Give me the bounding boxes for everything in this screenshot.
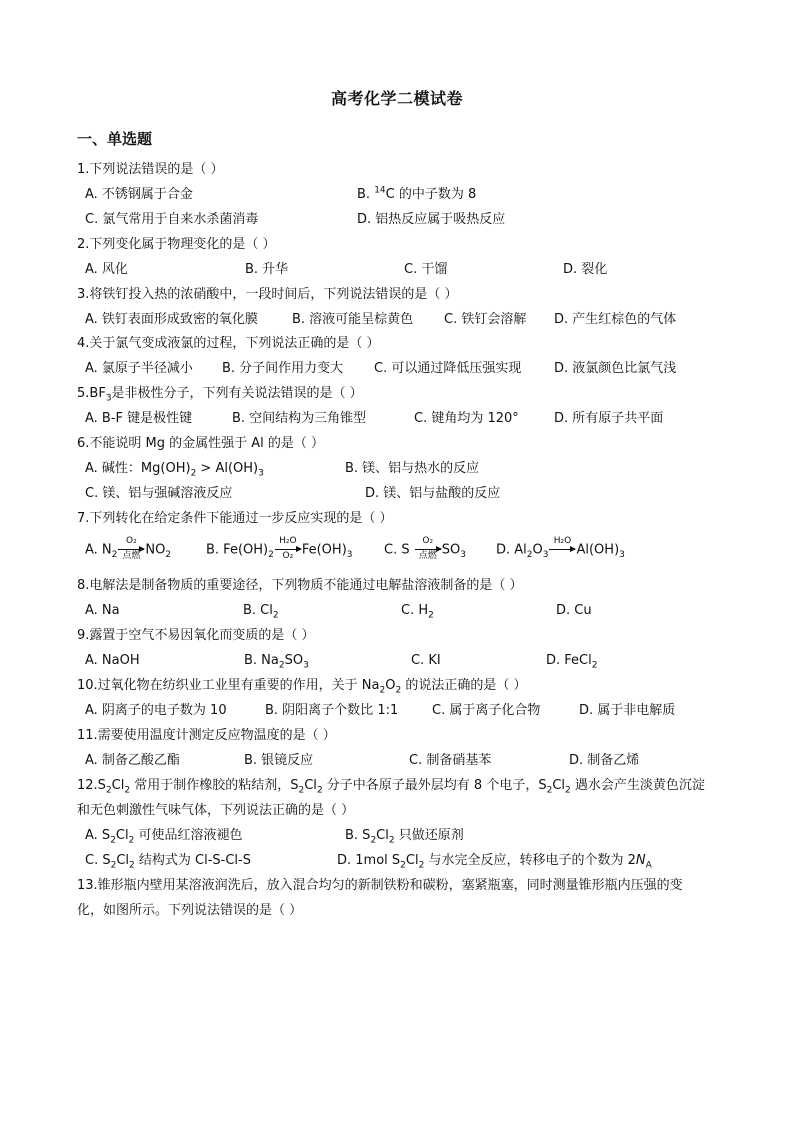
subscript: 2 <box>379 685 386 696</box>
question-8-option-a[interactable]: A. Na <box>85 603 120 618</box>
arrow-condition-top: O₂ <box>422 536 434 546</box>
subscript: 2 <box>110 860 117 871</box>
product: SO <box>441 542 461 558</box>
subscript: 2 <box>418 860 425 871</box>
product: Fe(OH) <box>301 542 347 558</box>
option-text-part: Cl <box>115 828 129 843</box>
subscript: 2 <box>370 835 377 846</box>
question-4-option-d[interactable]: D. 液氯颜色比氯气浅 <box>554 361 677 376</box>
question-2-option-c[interactable]: C. 干馏 <box>404 262 448 277</box>
reactant: A. N <box>85 542 112 558</box>
subscript: 3 <box>542 550 549 561</box>
question-12-option-c[interactable] <box>85 851 251 871</box>
subscript: 3 <box>460 550 466 561</box>
question-1-option-a[interactable]: A. 不锈钢属于合金 <box>85 187 193 202</box>
option-text-part: Cl <box>405 853 419 868</box>
question-8-stem: 8.电解法是制备物质的重要途径，下列物质不能通过电解盐溶液制备的是（ ） <box>77 578 523 593</box>
question-3-option-c[interactable]: C. 铁钉会溶解 <box>444 312 527 327</box>
option-text-part: 与水完全反应，转移电子的个数为 2 <box>424 853 636 868</box>
stem-formula-part: O <box>385 678 396 693</box>
subscript: 2 <box>388 835 395 846</box>
question-4-option-b[interactable]: B. 分子间作用力变大 <box>222 361 344 376</box>
question-2-option-a[interactable]: A. 风化 <box>85 262 128 277</box>
question-6-stem: 6.不能说明 Mg 的金属性强于 Al 的是（ ） <box>77 436 325 451</box>
question-2-option-d[interactable]: D. 裂化 <box>563 262 608 277</box>
question-6-option-a[interactable] <box>85 459 264 479</box>
subscript: 2 <box>165 550 172 561</box>
question-8-option-b[interactable] <box>243 601 279 621</box>
question-3-option-d[interactable]: D. 产生红棕色的气体 <box>554 312 677 327</box>
subscript: 2 <box>111 550 118 561</box>
subscript: 3 <box>619 550 625 561</box>
question-6-option-d[interactable]: D. 镁、铝与盐酸的反应 <box>365 486 501 501</box>
subscript: 3 <box>105 393 112 404</box>
option-a-text: > Al(OH) <box>196 461 259 476</box>
arrow-condition-bottom: 点燃 <box>418 551 437 561</box>
question-10-option-c[interactable]: C. 属于离子化合物 <box>432 703 541 718</box>
subscript: 2 <box>400 860 406 871</box>
question-6-option-b[interactable]: B. 镁、铝与热水的反应 <box>345 461 480 476</box>
stem-part: 遇水会产生淡黄色沉淀 <box>570 778 705 793</box>
question-5-option-d[interactable]: D. 所有原子共平面 <box>554 411 664 426</box>
arrow-condition-bottom: 点燃 <box>122 551 141 561</box>
question-6-option-c[interactable]: C. 镁、铝与强碱溶液反应 <box>85 486 233 501</box>
subscript: 2 <box>526 550 533 561</box>
question-13-stem: 13.锥形瓶内壁用某溶液润洗后，放入混合均匀的新制铁粉和碳粉，塞紧瓶塞，同时测量锥形瓶内压强的变 <box>77 878 683 893</box>
question-7-option-d[interactable] <box>496 536 625 561</box>
subscript: 2 <box>190 468 197 479</box>
question-2-stem: 2.下列变化属于物理变化的是（ ） <box>77 237 276 252</box>
question-11-option-a[interactable]: A. 制备乙酸乙酯 <box>85 753 180 768</box>
question-12-stem <box>77 776 705 796</box>
subscript: 3 <box>303 660 309 671</box>
subscript: 2 <box>268 550 274 561</box>
option-b-text: C 的中子数为 8 <box>385 187 477 202</box>
option-text: A. S <box>85 828 111 843</box>
subscript: 2 <box>105 785 112 796</box>
stem-part: Cl <box>552 778 566 793</box>
stem-part: Cl <box>111 778 125 793</box>
option-text: C. S <box>85 853 111 868</box>
subscript: 2 <box>316 785 323 796</box>
subscript: 2 <box>546 785 553 796</box>
reaction-arrow-icon <box>118 536 144 561</box>
question-9-option-d[interactable] <box>546 651 597 671</box>
stem-part: 常用于制作橡胶的粘结剂，S <box>130 778 299 793</box>
reactant-part: O <box>532 542 543 558</box>
arrow-condition-top: H₂O <box>553 536 572 546</box>
question-2-option-b[interactable]: B. 升华 <box>245 262 289 277</box>
arrow-condition-bottom: O₂ <box>282 551 294 561</box>
option-text: D. 1mol S <box>337 853 401 868</box>
option-text: B. S <box>345 828 371 843</box>
option-text: C. H <box>401 603 429 618</box>
subscript: 2 <box>298 785 305 796</box>
stem-text: 是非极性分子，下列有关说法错误的是（ ） <box>111 386 363 401</box>
question-9-option-a[interactable]: A. NaOH <box>85 653 140 668</box>
question-8-option-c[interactable] <box>401 601 434 621</box>
question-1-option-b[interactable] <box>357 185 476 205</box>
question-3-stem: 3.将铁钉投入热的浓硝酸中，一段时间后，下列说法错误的是（ ） <box>77 287 458 302</box>
reactant: C. S <box>384 542 414 558</box>
question-9-option-c[interactable]: C. KI <box>411 653 441 668</box>
question-10-option-b[interactable]: B. 阴阳离子个数比 1:1 <box>265 703 399 718</box>
stem-prefix: 10.过氧化物在纺织业工业里有重要的作用，关于 Na <box>77 678 380 693</box>
subscript: 2 <box>565 785 571 796</box>
reactant: D. Al <box>496 542 527 558</box>
question-11-option-b[interactable]: B. 银镜反应 <box>244 753 314 768</box>
mass-number: 14 <box>374 185 386 196</box>
subscript: 3 <box>258 468 264 479</box>
question-4-option-c[interactable]: C. 可以通过降低压强实现 <box>374 361 522 376</box>
question-10-option-d[interactable]: D. 属于非电解质 <box>579 703 676 718</box>
question-7-option-a[interactable] <box>85 536 172 561</box>
question-1-option-d[interactable]: D. 铝热反应属于吸热反应 <box>357 212 506 227</box>
subscript: 2 <box>591 660 598 671</box>
question-4-stem: 4.关于氯气变成液氯的过程，下列说法正确的是（ ） <box>77 336 380 351</box>
reaction-arrow-icon <box>549 536 575 560</box>
question-12-stem-continued: 和无色刺激性气味气体，下列说法正确的是（ ） <box>77 803 355 818</box>
question-12-option-a[interactable] <box>85 826 243 846</box>
arrow-condition-top: O₂ <box>126 536 137 546</box>
option-text-part: 只做还原剂 <box>394 828 464 843</box>
question-5-stem <box>77 384 363 404</box>
subscript: A <box>645 860 652 871</box>
option-b-prefix: B. <box>357 187 375 202</box>
question-3-option-b[interactable]: B. 溶液可能呈棕黄色 <box>292 312 414 327</box>
question-11-option-d[interactable]: D. 制备乙烯 <box>569 753 640 768</box>
stem-text: 的说法正确的是（ ） <box>401 678 527 693</box>
question-12-option-d[interactable] <box>337 851 652 871</box>
subscript: 2 <box>124 785 131 796</box>
question-10-stem <box>77 676 526 696</box>
option-text: B. Cl <box>243 603 273 618</box>
question-12-option-b[interactable] <box>345 826 464 846</box>
subscript: 2 <box>428 610 434 621</box>
stem-part: 12.S <box>77 778 106 793</box>
question-9-option-b[interactable] <box>244 651 309 671</box>
option-text-part: SO <box>284 653 304 668</box>
question-13-stem-continued: 化，如图所示。下列说法错误的是（ ） <box>77 903 303 918</box>
option-a-prefix: A. 碱性：Mg(OH) <box>85 461 191 476</box>
option-text-part: 可使品红溶液褪色 <box>134 828 243 843</box>
option-text: D. FeCl <box>546 653 592 668</box>
question-9-stem: 9.露置于空气不易因氧化而变质的是（ ） <box>77 628 315 643</box>
question-5-option-a[interactable]: A. B-F 键是极性键 <box>85 411 193 426</box>
subscript: 2 <box>272 610 279 621</box>
option-text-part: 结构式为 Cl-S-Cl-S <box>134 853 251 868</box>
question-11-option-c[interactable]: C. 制备硝基苯 <box>409 753 492 768</box>
option-text-part: Cl <box>376 828 389 843</box>
subscript: 3 <box>346 550 353 561</box>
section-heading: 一、单选题 <box>77 130 153 148</box>
stem-prefix: 5.BF <box>77 386 106 401</box>
subscript: 2 <box>395 685 402 696</box>
question-4-option-a[interactable]: A. 氯原子半径减小 <box>85 361 193 376</box>
product: NO <box>145 542 166 558</box>
stem-part: Cl <box>304 778 317 793</box>
exam-title: 高考化学二模试卷 <box>330 89 463 108</box>
question-7-option-c[interactable] <box>384 536 466 561</box>
arrow-condition-top: H₂O <box>279 536 297 546</box>
subscript: 2 <box>128 835 135 846</box>
question-5-option-c[interactable]: C. 键角均为 120° <box>414 411 519 426</box>
question-5-option-b[interactable]: B. 空间结构为三角锥型 <box>232 411 367 426</box>
avogadro-symbol: N <box>635 853 646 868</box>
product: Al(OH) <box>576 542 620 558</box>
reaction-arrow-icon <box>275 536 301 561</box>
question-1-stem: 1.下列说法错误的是（ ） <box>77 162 224 177</box>
subscript: 2 <box>278 660 285 671</box>
question-10-option-a[interactable]: A. 阴离子的电子数为 10 <box>85 703 227 718</box>
reactant: B. Fe(OH) <box>206 542 269 558</box>
stem-part: 分子中各原子最外层均有 8 个电子，S <box>322 778 547 793</box>
option-text-part: Cl <box>116 853 130 868</box>
question-1-option-c[interactable]: C. 氯气常用于自来水杀菌消毒 <box>85 212 259 227</box>
question-11-stem: 11.需要使用温度计测定反应物温度的是（ ） <box>77 728 336 743</box>
option-text: B. Na <box>244 653 279 668</box>
subscript: 2 <box>129 860 135 871</box>
reaction-arrow-icon <box>415 536 441 561</box>
question-7-stem: 7.下列转化在给定条件下能通过一步反应实现的是（ ） <box>77 511 393 526</box>
subscript: 2 <box>110 835 116 846</box>
question-8-option-d[interactable]: D. Cu <box>556 603 592 618</box>
question-3-option-a[interactable]: A. 铁钉表面形成致密的氧化膜 <box>85 312 258 327</box>
question-7-option-b[interactable] <box>206 536 353 561</box>
